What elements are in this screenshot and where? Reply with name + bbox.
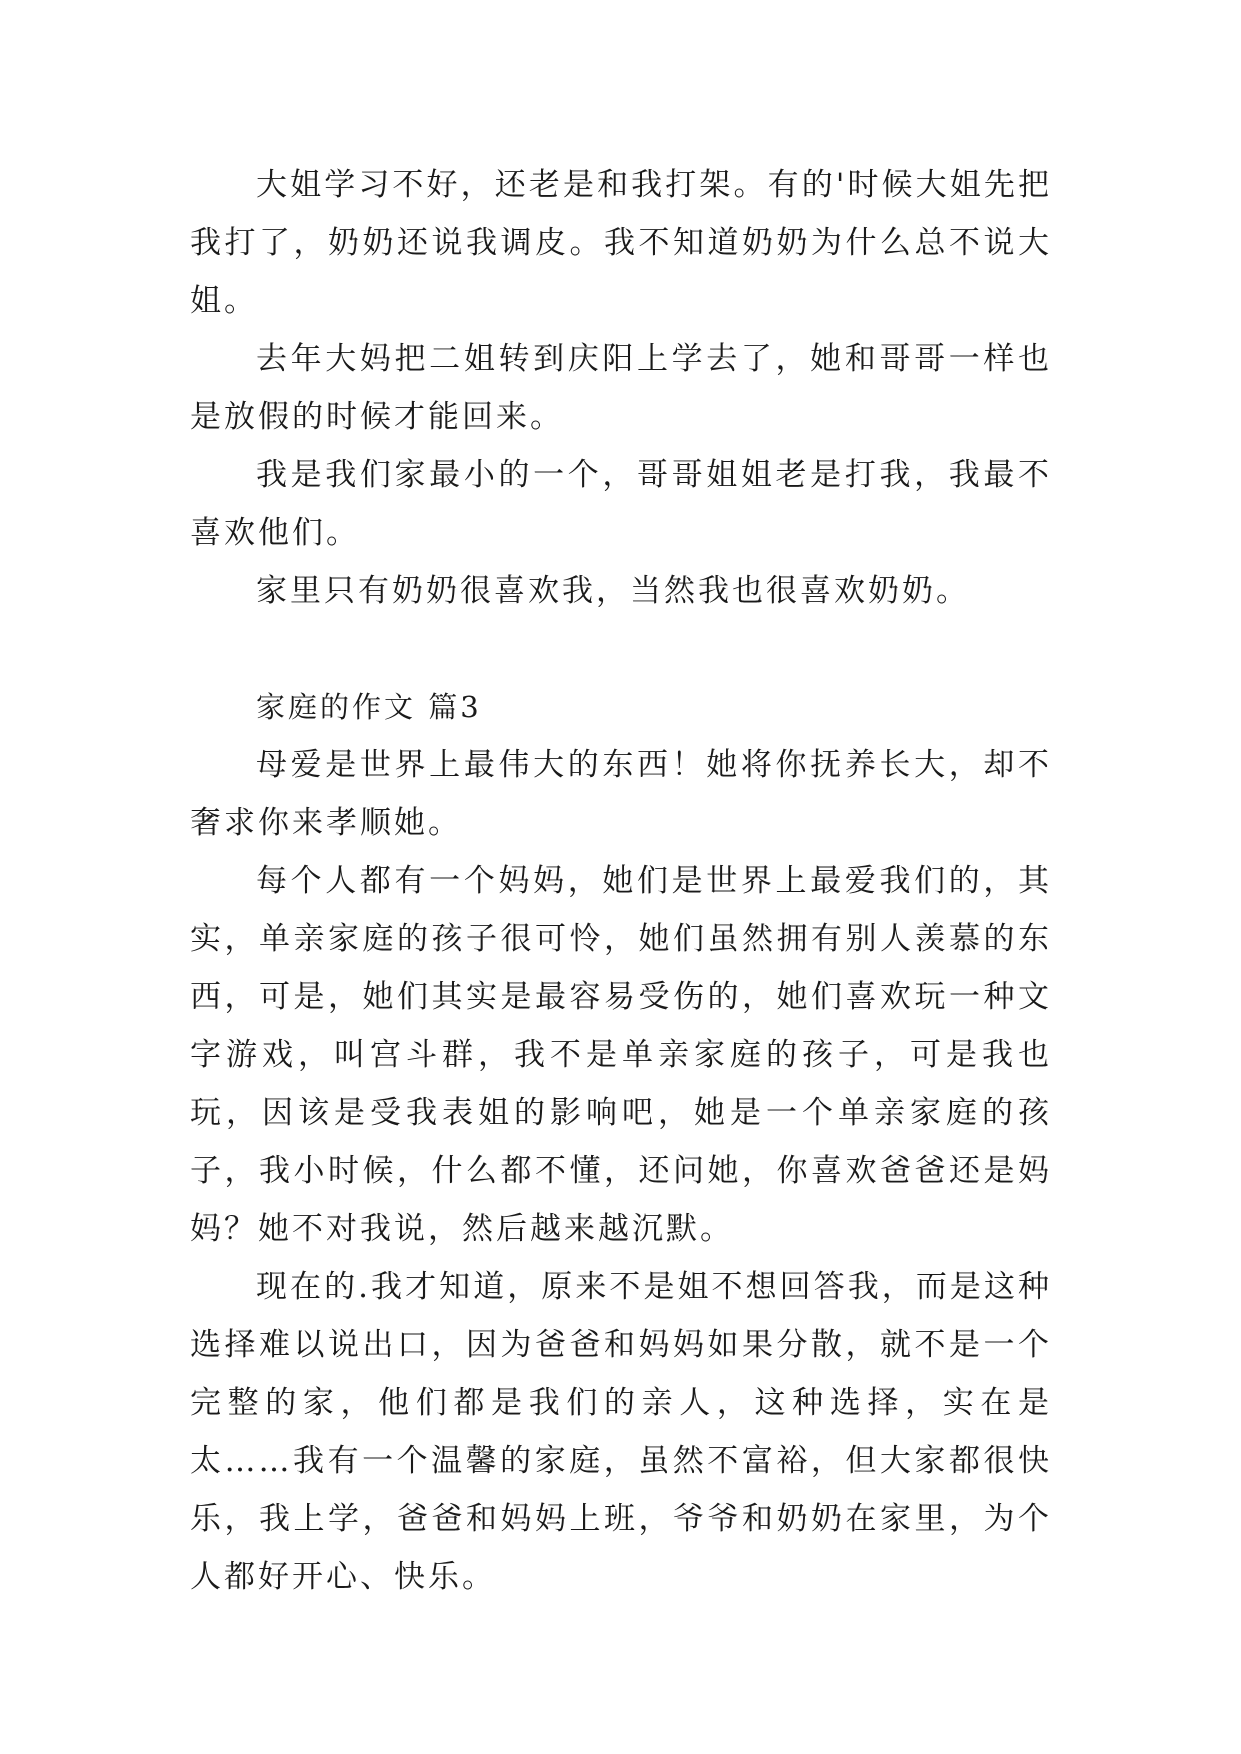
section-heading: 家庭的作文 篇3 bbox=[256, 690, 482, 724]
paragraph: 每个人都有一个妈妈，她们是世界上最爱我们的，其实，单亲家庭的孩子很可怜，她们虽然拥有别人羡慕的东西，可是，她们其实是最容易受伤的，她们喜欢玩一种文字游戏，叫宫斗群，我不是单亲家庭的孩子，可是我也玩，因该是受我表姐的影响吧，她是一个单亲家庭的孩子，我小时候，什么都不懂，还问她，你喜欢爸爸还是妈妈？她不对我说，然后越来越沉默。 bbox=[190, 863, 1052, 1247]
paragraph: 去年大妈把二姐转到庆阳上学去了，她和哥哥一样也是放假的时候才能回来。 bbox=[190, 341, 1052, 435]
paragraph: 家里只有奶奶很喜欢我，当然我也很喜欢奶奶。 bbox=[256, 573, 970, 609]
paragraph: 大姐学习不好，还老是和我打架。有的'时候大姐先把我打了，奶奶还说我调皮。我不知道奶奶为什么总不说大姐。 bbox=[190, 167, 1052, 319]
document-body bbox=[190, 156, 1052, 1606]
paragraph: 我是我们家最小的一个，哥哥姐姐老是打我，我最不喜欢他们。 bbox=[190, 457, 1052, 551]
section-spacer bbox=[190, 620, 1052, 678]
paragraph: 母爱是世界上最伟大的东西！她将你抚养长大，却不奢求你来孝顺她。 bbox=[190, 747, 1052, 841]
paragraph: 现在的.我才知道，原来不是姐不想回答我，而是这种选择难以说出口，因为爸爸和妈妈如果分散，就不是一个完整的家，他们都是我们的亲人，这种选择，实在是太……我有一个温馨的家庭，虽然不富裕，但大家都很快乐，我上学，爸爸和妈妈上班，爷爷和奶奶在家里，为个人都好开心、快乐。 bbox=[190, 1269, 1052, 1595]
